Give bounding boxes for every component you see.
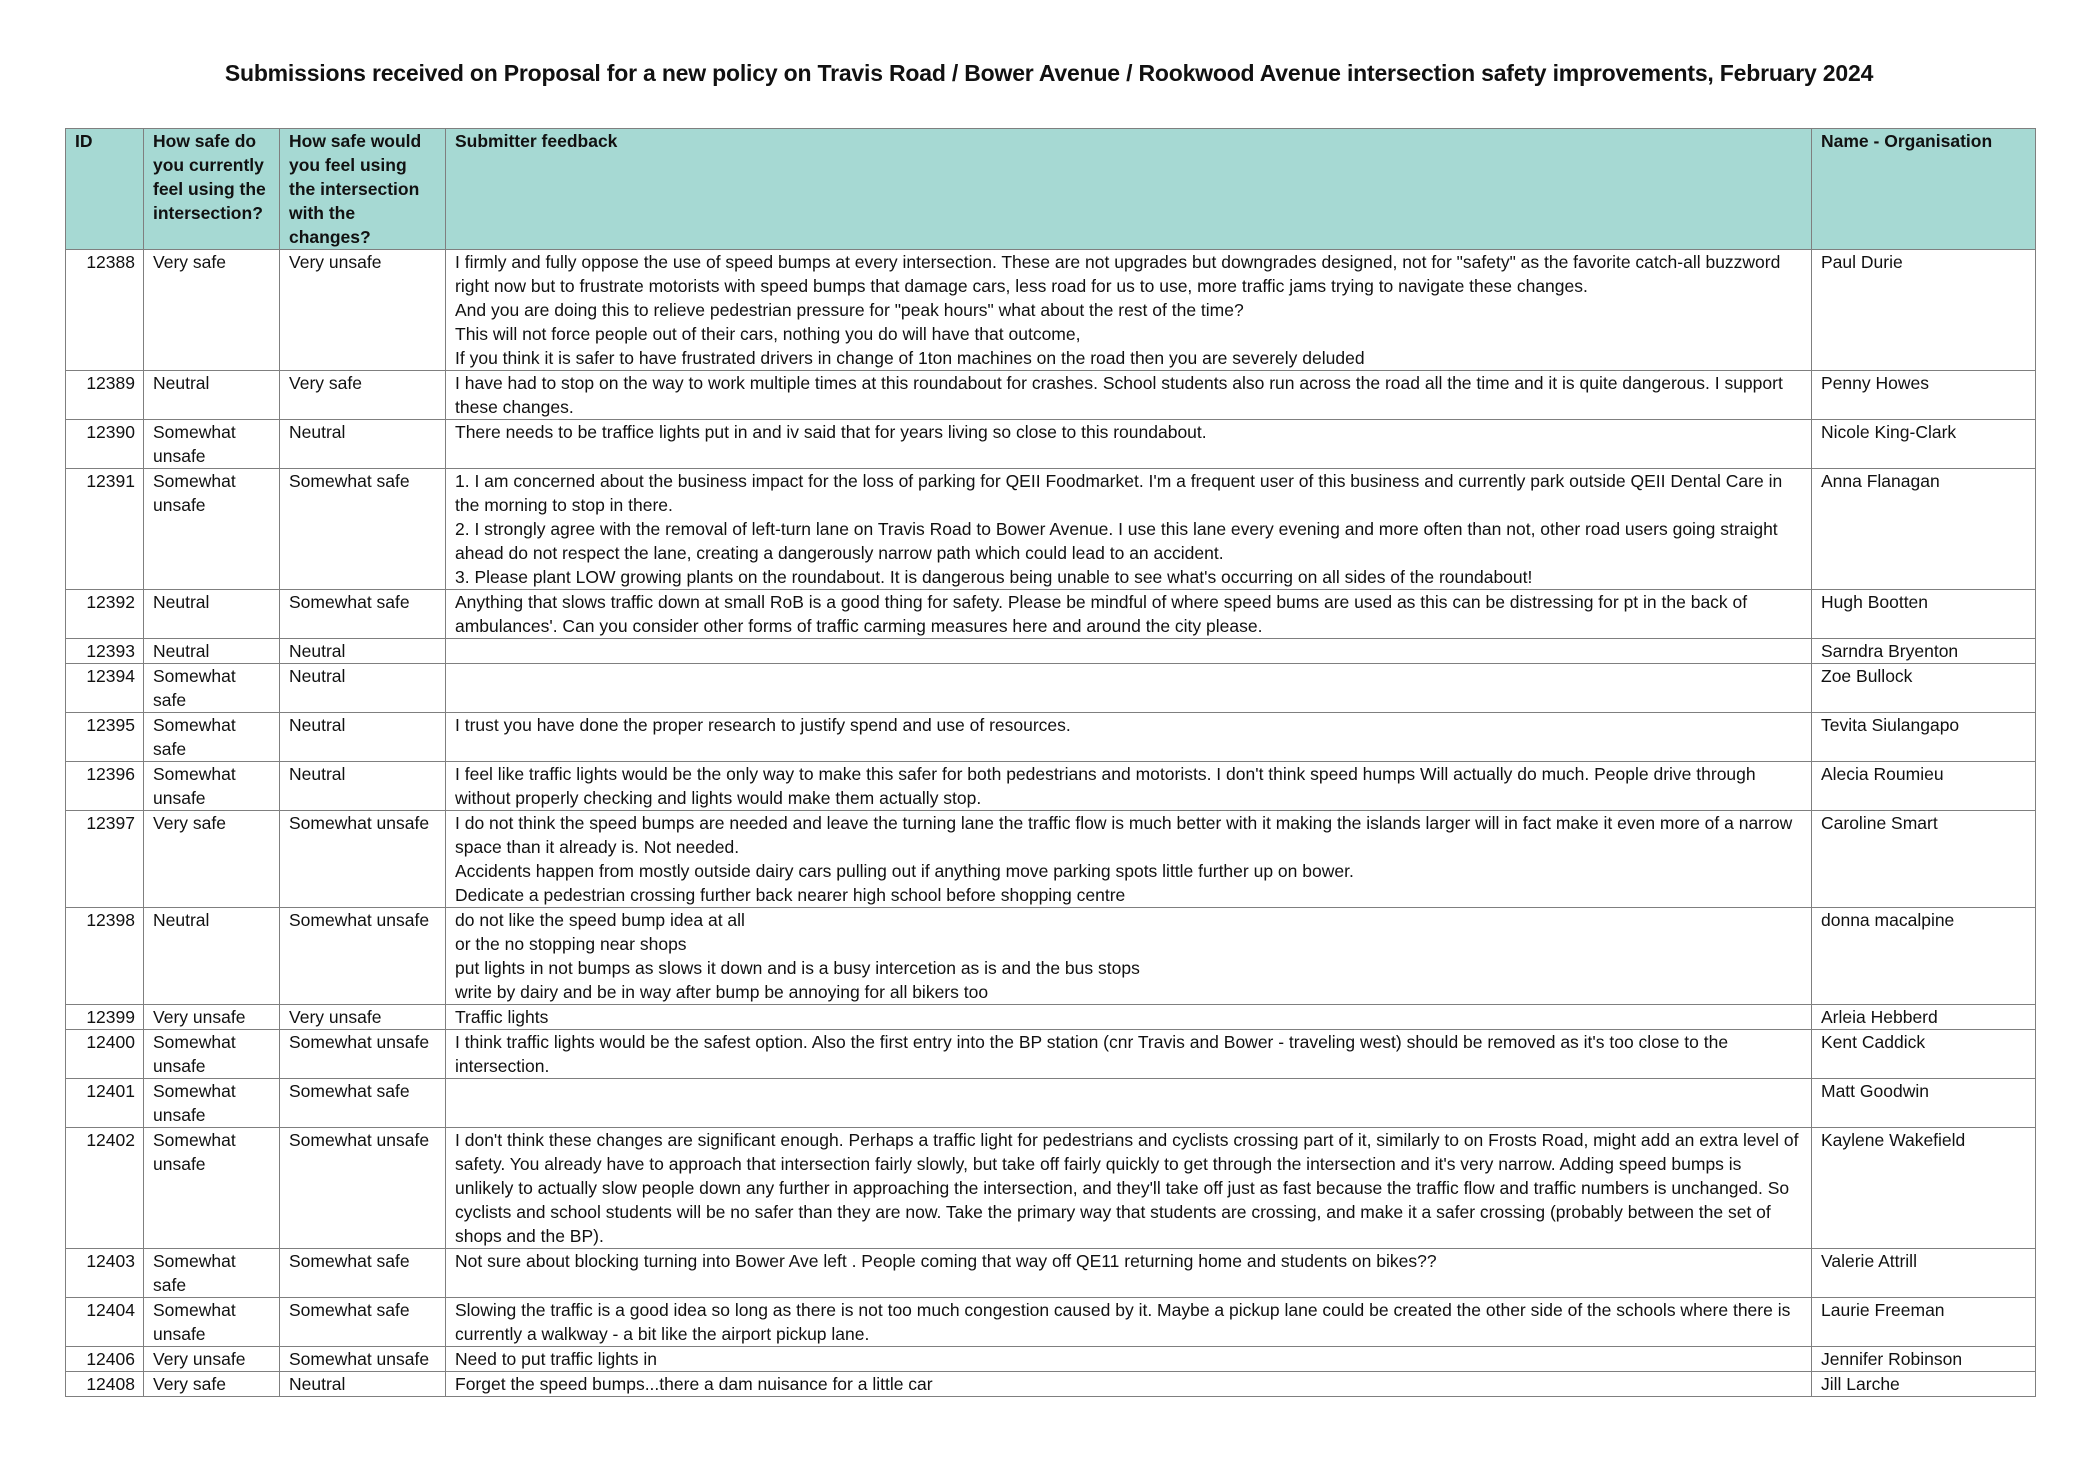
table-header-row [66, 129, 2036, 250]
table-row [66, 1128, 2036, 1249]
cell-feedback: I have had to stop on the way to work multiple times at this roundabout for crashes. School students also run across the road all the time and it is quite dangerous. I support these changes. [446, 371, 1812, 420]
cell-current-safety: Somewhat safe [144, 664, 280, 713]
cell-id: 12396 [66, 762, 144, 811]
cell-changes-safety: Somewhat safe [280, 469, 446, 590]
cell-current-safety: Very safe [144, 250, 280, 371]
cell-feedback: Anything that slows traffic down at small RoB is a good thing for safety. Please be mindful of where speed bums are used as this can be distressing for pt in the back of ambulances'. Can you consider other forms of traffic carming measures here and around the city please. [446, 590, 1812, 639]
cell-feedback: I do not think the speed bumps are needed and leave the turning lane the traffic flow is much better with it making the islands larger will in fact make it even more of a narrow space than it already is. Not needed. Accidents happen from mostly outside dairy cars pulling out if anything move parking spots little further up on bower. Dedicate a pedestrian crossing further back nearer high school before shopping centre [446, 811, 1812, 908]
cell-id: 12398 [66, 908, 144, 1005]
cell-name: Laurie Freeman [1812, 1298, 2036, 1347]
cell-id: 12403 [66, 1249, 144, 1298]
cell-changes-safety: Neutral [280, 639, 446, 664]
cell-changes-safety: Somewhat unsafe [280, 1030, 446, 1079]
cell-id: 12388 [66, 250, 144, 371]
cell-feedback: Slowing the traffic is a good idea so long as there is not too much congestion caused by it. Maybe a pickup lane could be created the other side of the schools where there is currently a walkway - a bit like the airport pickup lane. [446, 1298, 1812, 1347]
column-header-name: Name - Organisation [1812, 129, 2036, 250]
cell-name: Sarndra Bryenton [1812, 639, 2036, 664]
cell-name: Hugh Bootten [1812, 590, 2036, 639]
table-row [66, 469, 2036, 590]
cell-feedback [446, 664, 1812, 713]
table-row [66, 1298, 2036, 1347]
cell-id: 12397 [66, 811, 144, 908]
cell-id: 12394 [66, 664, 144, 713]
cell-id: 12391 [66, 469, 144, 590]
cell-id: 12390 [66, 420, 144, 469]
cell-feedback [446, 1079, 1812, 1128]
cell-feedback [446, 639, 1812, 664]
cell-name: Zoe Bullock [1812, 664, 2036, 713]
cell-current-safety: Very unsafe [144, 1005, 280, 1030]
column-header-id: ID [66, 129, 144, 250]
column-header-feedback: Submitter feedback [446, 129, 1812, 250]
table-row [66, 811, 2036, 908]
table-row [66, 639, 2036, 664]
cell-feedback: I think traffic lights would be the safest option. Also the first entry into the BP station (cnr Travis and Bower - traveling west) should be removed as it's too close to the intersection. [446, 1030, 1812, 1079]
cell-changes-safety: Very unsafe [280, 1005, 446, 1030]
cell-name: Anna Flanagan [1812, 469, 2036, 590]
document-title: Submissions received on Proposal for a new policy on Travis Road / Bower Avenue / Rookwood Avenue intersection safety improvements, February 2024 [224, 60, 1874, 86]
cell-name: Valerie Attrill [1812, 1249, 2036, 1298]
table-body [66, 250, 2036, 1397]
cell-current-safety: Neutral [144, 639, 280, 664]
cell-id: 12395 [66, 713, 144, 762]
cell-id: 12406 [66, 1347, 144, 1372]
column-header-current-safety: How safe do you currently feel using the intersection? [144, 129, 280, 250]
table-row [66, 420, 2036, 469]
cell-feedback: do not like the speed bump idea at all or the no stopping near shops put lights in not bumps as slows it down and is a busy intercetion as is and the bus stops write by dairy and be in way after bump be annoying for all bikers too [446, 908, 1812, 1005]
table-row [66, 590, 2036, 639]
cell-current-safety: Somewhat safe [144, 713, 280, 762]
cell-changes-safety: Somewhat unsafe [280, 1347, 446, 1372]
cell-current-safety: Somewhat unsafe [144, 1030, 280, 1079]
cell-id: 12392 [66, 590, 144, 639]
cell-name: Caroline Smart [1812, 811, 2036, 908]
cell-current-safety: Neutral [144, 371, 280, 420]
table-row [66, 1249, 2036, 1298]
cell-id: 12393 [66, 639, 144, 664]
table-row [66, 1079, 2036, 1128]
cell-changes-safety: Neutral [280, 420, 446, 469]
cell-current-safety: Somewhat unsafe [144, 469, 280, 590]
cell-name: Kent Caddick [1812, 1030, 2036, 1079]
cell-id: 12408 [66, 1372, 144, 1397]
table-row [66, 371, 2036, 420]
cell-current-safety: Somewhat unsafe [144, 420, 280, 469]
cell-current-safety: Neutral [144, 908, 280, 1005]
cell-changes-safety: Very unsafe [280, 250, 446, 371]
cell-name: Jennifer Robinson [1812, 1347, 2036, 1372]
table-row [66, 1005, 2036, 1030]
cell-feedback: I trust you have done the proper research to justify spend and use of resources. [446, 713, 1812, 762]
cell-changes-safety: Somewhat unsafe [280, 811, 446, 908]
cell-feedback: I don't think these changes are significant enough. Perhaps a traffic light for pedestrians and cyclists crossing part of it, similarly to on Frosts Road, might add an extra level of safety. You already have to approach that intersection fairly slowly, but take off fairly quickly to get through the intersection and it's very narrow. Adding speed bumps is unlikely to actually slow people down any further in approaching the intersection, and they'll take off just as fast because the traffic flow and traffic numbers is unchanged. So cyclists and school students will be no safer than they are now. Take the primary way that students are crossing, and make it a safer crossing (probably between the set of shops and the BP). [446, 1128, 1812, 1249]
cell-id: 12399 [66, 1005, 144, 1030]
cell-feedback: Need to put traffic lights in [446, 1347, 1812, 1372]
cell-name: Penny Howes [1812, 371, 2036, 420]
table-row [66, 762, 2036, 811]
cell-name: Paul Durie [1812, 250, 2036, 371]
cell-name: Jill Larche [1812, 1372, 2036, 1397]
cell-feedback: I feel like traffic lights would be the only way to make this safer for both pedestrians and motorists. I don't think speed humps Will actually do much. People drive through without properly checking and lights would make them actually stop. [446, 762, 1812, 811]
cell-id: 12404 [66, 1298, 144, 1347]
cell-changes-safety: Neutral [280, 664, 446, 713]
cell-changes-safety: Neutral [280, 713, 446, 762]
table-row [66, 664, 2036, 713]
cell-feedback: 1. I am concerned about the business impact for the loss of parking for QEII Foodmarket. I'm a frequent user of this business and currently park outside QEII Dental Care in the morning to stop in there. 2. I strongly agree with the removal of left-turn lane on Travis Road to Bower Avenue. I use this lane every evening and more often than not, other road users going straight ahead do not respect the lane, creating a dangerously narrow path which could lead to an accident. 3. Please plant LOW growing plants on the roundabout. It is dangerous being unable to see what's occurring on all sides of the roundabout! [446, 469, 1812, 590]
cell-name: Nicole King-Clark [1812, 420, 2036, 469]
cell-id: 12401 [66, 1079, 144, 1128]
table-row [66, 908, 2036, 1005]
cell-id: 12400 [66, 1030, 144, 1079]
cell-current-safety: Very safe [144, 1372, 280, 1397]
cell-current-safety: Somewhat unsafe [144, 1128, 280, 1249]
cell-changes-safety: Neutral [280, 1372, 446, 1397]
cell-changes-safety: Neutral [280, 762, 446, 811]
cell-changes-safety: Somewhat safe [280, 1249, 446, 1298]
cell-name: Arleia Hebberd [1812, 1005, 2036, 1030]
cell-feedback: Not sure about blocking turning into Bower Ave left . People coming that way off QE11 returning home and students on bikes?? [446, 1249, 1812, 1298]
cell-current-safety: Somewhat unsafe [144, 1298, 280, 1347]
cell-current-safety: Somewhat unsafe [144, 1079, 280, 1128]
cell-current-safety: Very unsafe [144, 1347, 280, 1372]
table-row [66, 1347, 2036, 1372]
cell-feedback: Forget the speed bumps...there a dam nuisance for a little car [446, 1372, 1812, 1397]
cell-name: Matt Goodwin [1812, 1079, 2036, 1128]
cell-changes-safety: Somewhat safe [280, 1079, 446, 1128]
cell-current-safety: Very safe [144, 811, 280, 908]
cell-changes-safety: Very safe [280, 371, 446, 420]
cell-name: Tevita Siulangapo [1812, 713, 2036, 762]
cell-id: 12402 [66, 1128, 144, 1249]
cell-feedback: I firmly and fully oppose the use of speed bumps at every intersection. These are not upgrades but downgrades designed, not for "safety" as the favorite catch-all buzzword right now but to frustrate motorists with speed bumps that damage cars, less road for us to use, more traffic jams trying to navigate these changes. And you are doing this to relieve pedestrian pressure for "peak hours" what about the rest of the time? This will not force people out of their cars, nothing you do will have that outcome, If you think it is safer to have frustrated drivers in change of 1ton machines on the road then you are severely deluded [446, 250, 1812, 371]
cell-feedback: Traffic lights [446, 1005, 1812, 1030]
submissions-table [65, 128, 2036, 1397]
cell-current-safety: Somewhat safe [144, 1249, 280, 1298]
cell-changes-safety: Somewhat unsafe [280, 908, 446, 1005]
cell-id: 12389 [66, 371, 144, 420]
table-row [66, 713, 2036, 762]
cell-name: Kaylene Wakefield [1812, 1128, 2036, 1249]
table-row [66, 1372, 2036, 1397]
cell-current-safety: Somewhat unsafe [144, 762, 280, 811]
cell-name: donna macalpine [1812, 908, 2036, 1005]
table-row [66, 1030, 2036, 1079]
cell-changes-safety: Somewhat safe [280, 1298, 446, 1347]
table-row [66, 250, 2036, 371]
column-header-changes-safety: How safe would you feel using the intersection with the changes? [280, 129, 446, 250]
cell-changes-safety: Somewhat unsafe [280, 1128, 446, 1249]
cell-feedback: There needs to be traffice lights put in and iv said that for years living so close to this roundabout. [446, 420, 1812, 469]
cell-current-safety: Neutral [144, 590, 280, 639]
cell-changes-safety: Somewhat safe [280, 590, 446, 639]
cell-name: Alecia Roumieu [1812, 762, 2036, 811]
